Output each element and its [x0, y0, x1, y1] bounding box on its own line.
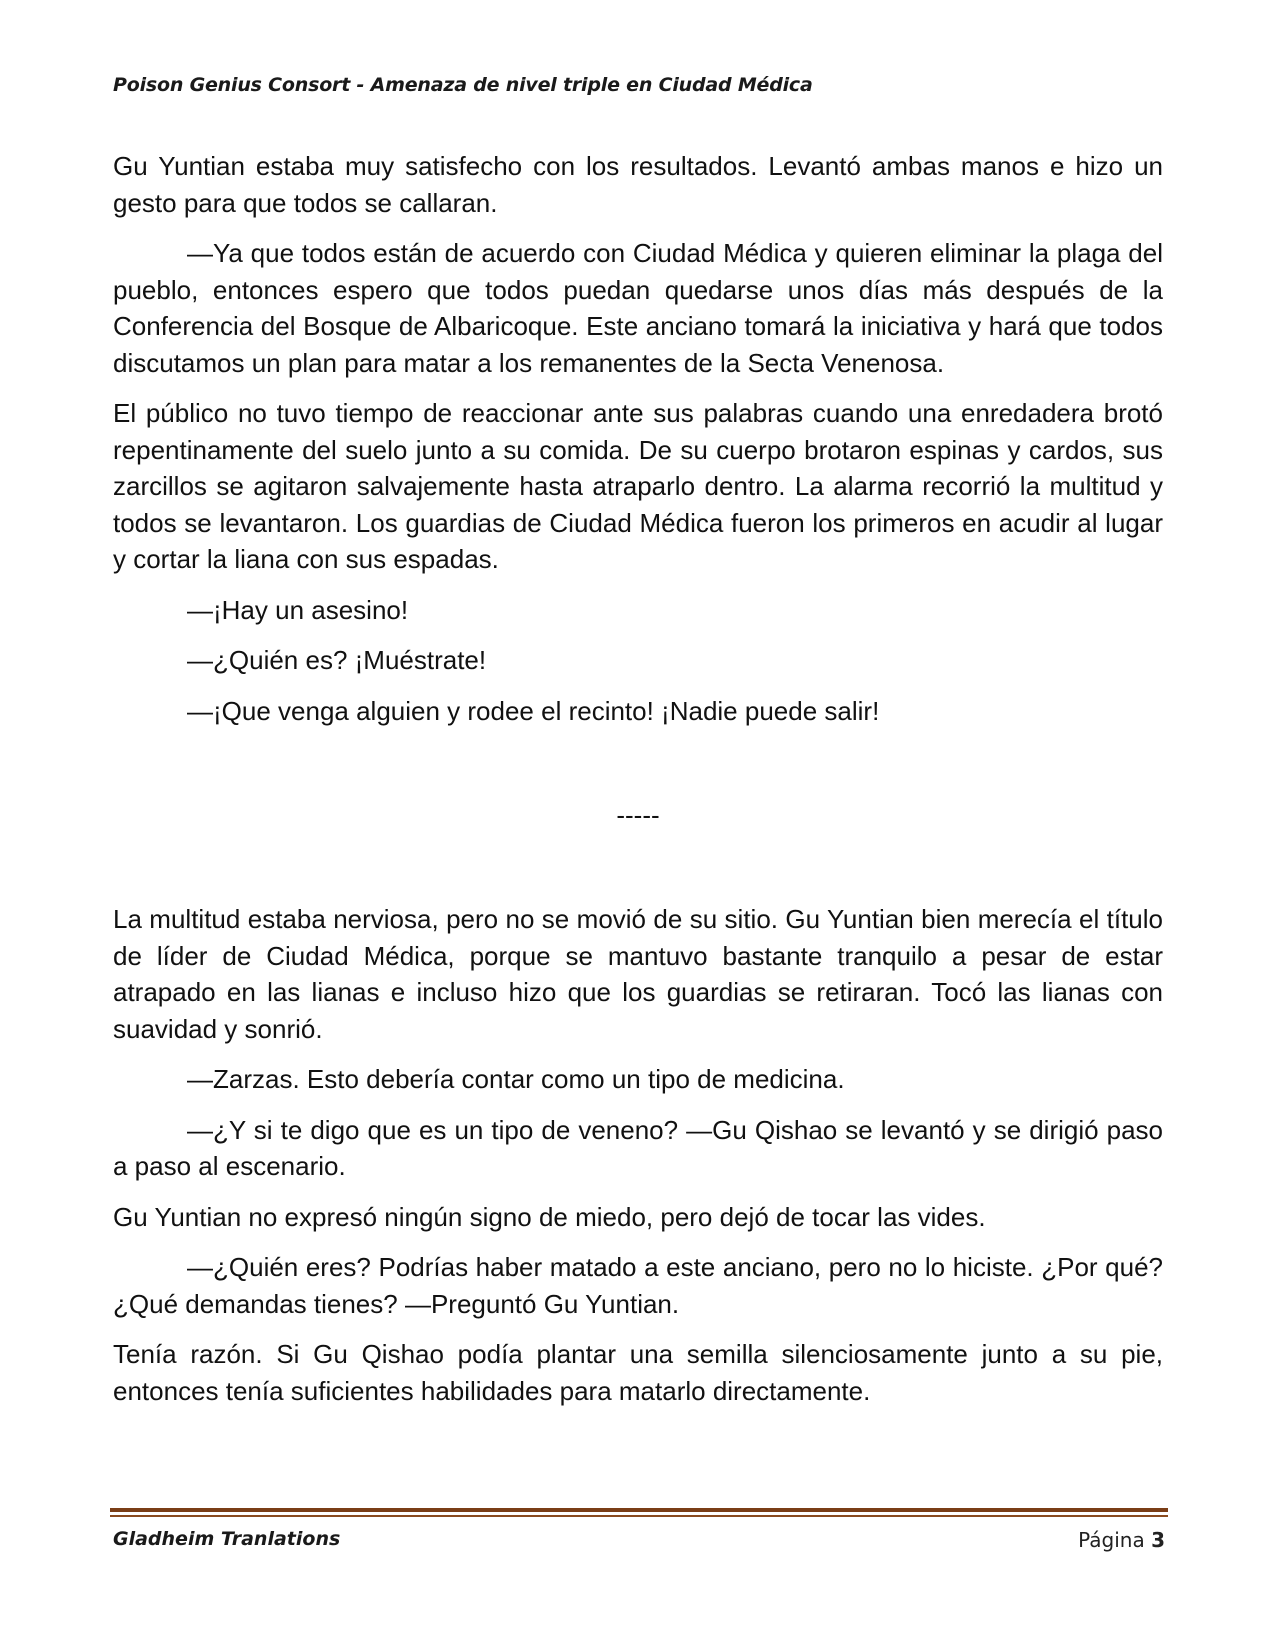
paragraph: Gu Yuntian estaba muy satisfecho con los resultados. Levantó ambas manos e hizo un gesto para que todos se callaran.	[113, 151, 1163, 218]
dialogue-paragraph: —¿Quién es? ¡Muéstrate!	[187, 645, 487, 675]
dialogue-paragraph: —¡Que venga alguien y rodee el recinto! ¡Nadie puede salir!	[187, 695, 880, 726]
page-number: 3	[1151, 1528, 1165, 1552]
footer-translator-name: Gladheim Tranlations	[113, 1528, 341, 1550]
footer-page-indicator	[1078, 1528, 1165, 1552]
page-label: Página	[1078, 1528, 1145, 1552]
paragraphs-before-separator	[113, 148, 1163, 729]
paragraph: Gu Yuntian no expresó ningún signo de miedo, pero dejó de tocar las vides.	[113, 1201, 986, 1232]
dialogue-paragraph: —¡Hay un asesino!	[187, 594, 409, 625]
paragraph: Tenía razón. Si Gu Qishao podía plantar una semilla silenciosamente junto a su pie, entonces tenía suficientes habilidades para matarlo directamente.	[113, 1339, 1163, 1406]
scene-separator: -----	[616, 800, 660, 830]
dialogue-paragraph: —Ya que todos están de acuerdo con Ciudad Médica y quieren eliminar la plaga del pueblo, entonces espero que todos puedan quedarse unos días más después de la Conferencia del Bosque de Albaricoque. Este anciano tomará la iniciativa y hará que todos discutamos un plan para matar a los remanentes de la Secta Venenosa.	[113, 238, 1163, 378]
paragraph: El público no tuvo tiempo de reaccionar ante sus palabras cuando una enredadera brotó repentinamente del suelo junto a su comida. De su cuerpo brotaron espinas y cardos, sus zarcillos se agitaron salvajemente hasta atraparlo dentro. La alarma recorrió la multitud y todos se levantaron. Los guardias de Ciudad Médica fueron los primeros en acudir al lugar y cortar la liana con sus espadas.	[113, 398, 1163, 574]
paragraphs-after-separator	[113, 901, 1163, 1409]
dialogue-paragraph: —Zarzas. Esto debería contar como un tipo de medicina.	[187, 1064, 845, 1094]
document-body	[113, 148, 1163, 1423]
dialogue-paragraph: —¿Y si te digo que es un tipo de veneno? —Gu Qishao se levantó y se dirigió paso a paso al escenario.	[113, 1114, 1163, 1181]
page-header-title: Poison Genius Consort - Amenaza de nivel triple en Ciudad Médica	[113, 74, 813, 96]
paragraph: La multitud estaba nerviosa, pero no se movió de su sitio. Gu Yuntian bien merecía el título de líder de Ciudad Médica, porque se mantuvo bastante tranquilo a pesar de estar atrapado en las lianas e incluso hizo que los guardias se retiraran. Tocó las lianas con suavidad y sonrió.	[113, 904, 1163, 1044]
footer-rule-thick	[110, 1508, 1168, 1512]
footer-rule-thin	[110, 1515, 1168, 1517]
dialogue-paragraph: —¿Quién eres? Podrías haber matado a este anciano, pero no lo hiciste. ¿Por qué? ¿Qué demandas tienes? —Preguntó Gu Yuntian.	[113, 1252, 1163, 1319]
